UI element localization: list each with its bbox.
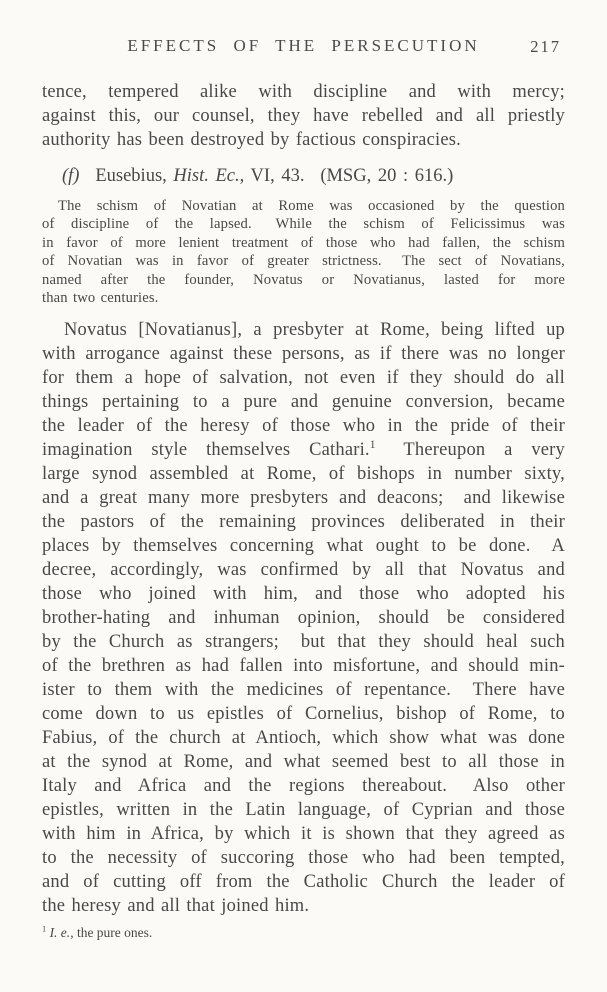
text-line: of Novatian was in favor of greater strictness. The sect of Novatians, xyxy=(42,253,565,270)
paragraph-continuation xyxy=(42,80,565,152)
text-line: the heresy and all that joined him. xyxy=(42,896,310,916)
text-line: The schism of Novatian at Rome was occasioned by the question xyxy=(58,198,565,214)
text-line: epistles, written in the Latin language, of Cyprian and those xyxy=(42,800,565,820)
text-line: with him in Africa, by which it is shown that they agreed as xyxy=(42,824,565,844)
text-line: (f) Eusebius, Hist. Ec., VI, 43. (MSG, 20 : 616.) xyxy=(62,166,454,186)
text-line: tence, tempered alike with discipline and with mercy; xyxy=(42,82,565,102)
text-line: by the Church as strangers; but that they should heal such xyxy=(42,632,565,652)
text-line: at the synod at Rome, and what seemed best to all those in xyxy=(42,752,565,772)
text-line: large synod assembled at Rome, of bishops in number sixty, xyxy=(42,464,565,484)
text-line: with arrogance against these persons, as if there was no longer xyxy=(42,344,565,364)
page-header xyxy=(42,36,565,56)
text-line: ister to them with the medicines of repentance. There have xyxy=(42,680,565,700)
text-line: to the necessity of succoring those who had been tempted, xyxy=(42,848,565,868)
footnote xyxy=(42,924,565,941)
text-line: of the brethren as had fallen into misfortune, and should min- xyxy=(42,656,565,676)
text-line: and a great many more presbyters and deacons; and likewise xyxy=(42,488,565,508)
text-line: $^1$ I. e., the pure ones. xyxy=(42,924,153,940)
text-line: of discipline of the lapsed. While the schism of Felicissimus was xyxy=(42,216,565,233)
page-number: 217 xyxy=(530,37,561,56)
editorial-note-paragraph xyxy=(42,197,565,307)
text-line: against this, our counsel, they have rebelled and all priestly xyxy=(42,106,565,126)
text-line: brother-hating and inhuman opinion, should be considered xyxy=(42,608,565,628)
running-header-title: EFFECTS OF THE PERSECUTION xyxy=(127,36,480,55)
text-line: in favor of more lenient treatment of those who had fallen, the schism xyxy=(42,234,565,251)
text-line: decree, accordingly, was confirmed by all that Novatus and xyxy=(42,560,565,580)
text-line: Italy and Africa and the regions thereabout. Also other xyxy=(42,776,565,796)
text-line: come down to us epistles of Cornelius, bishop of Rome, to xyxy=(42,704,565,724)
text-line: for them a hope of salvation, not even if they should do all xyxy=(42,368,565,388)
text-line: Fabius, of the church at Antioch, which show what was done xyxy=(42,728,565,748)
text-line: things pertaining to a pure and genuine conversion, became xyxy=(42,392,565,412)
excerpt-paragraph xyxy=(42,318,565,918)
text-line: the leader of the heresy of those who in the pride of their xyxy=(42,416,565,436)
text-line: Novatus [Novatianus], a presbyter at Rome, being lifted up xyxy=(64,320,565,340)
text-line: authority has been destroyed by factious conspiracies. xyxy=(42,130,461,150)
text-line: named after the founder, Novatus or Novatianus, lasted for more xyxy=(42,271,565,288)
text-line: and of cutting off from the Catholic Church the leader of xyxy=(42,872,565,892)
source-citation-heading xyxy=(42,164,565,188)
text-line: the pastors of the remaining provinces deliberated in their xyxy=(42,512,565,532)
text-line: than two centuries. xyxy=(42,290,159,307)
text-line: imagination style themselves Cathari.$^1$ Thereupon a very xyxy=(42,438,565,460)
text-line: those who joined with him, and those who adopted his xyxy=(42,584,565,604)
text-line: places by themselves concerning what ought to be done. A xyxy=(42,536,565,556)
